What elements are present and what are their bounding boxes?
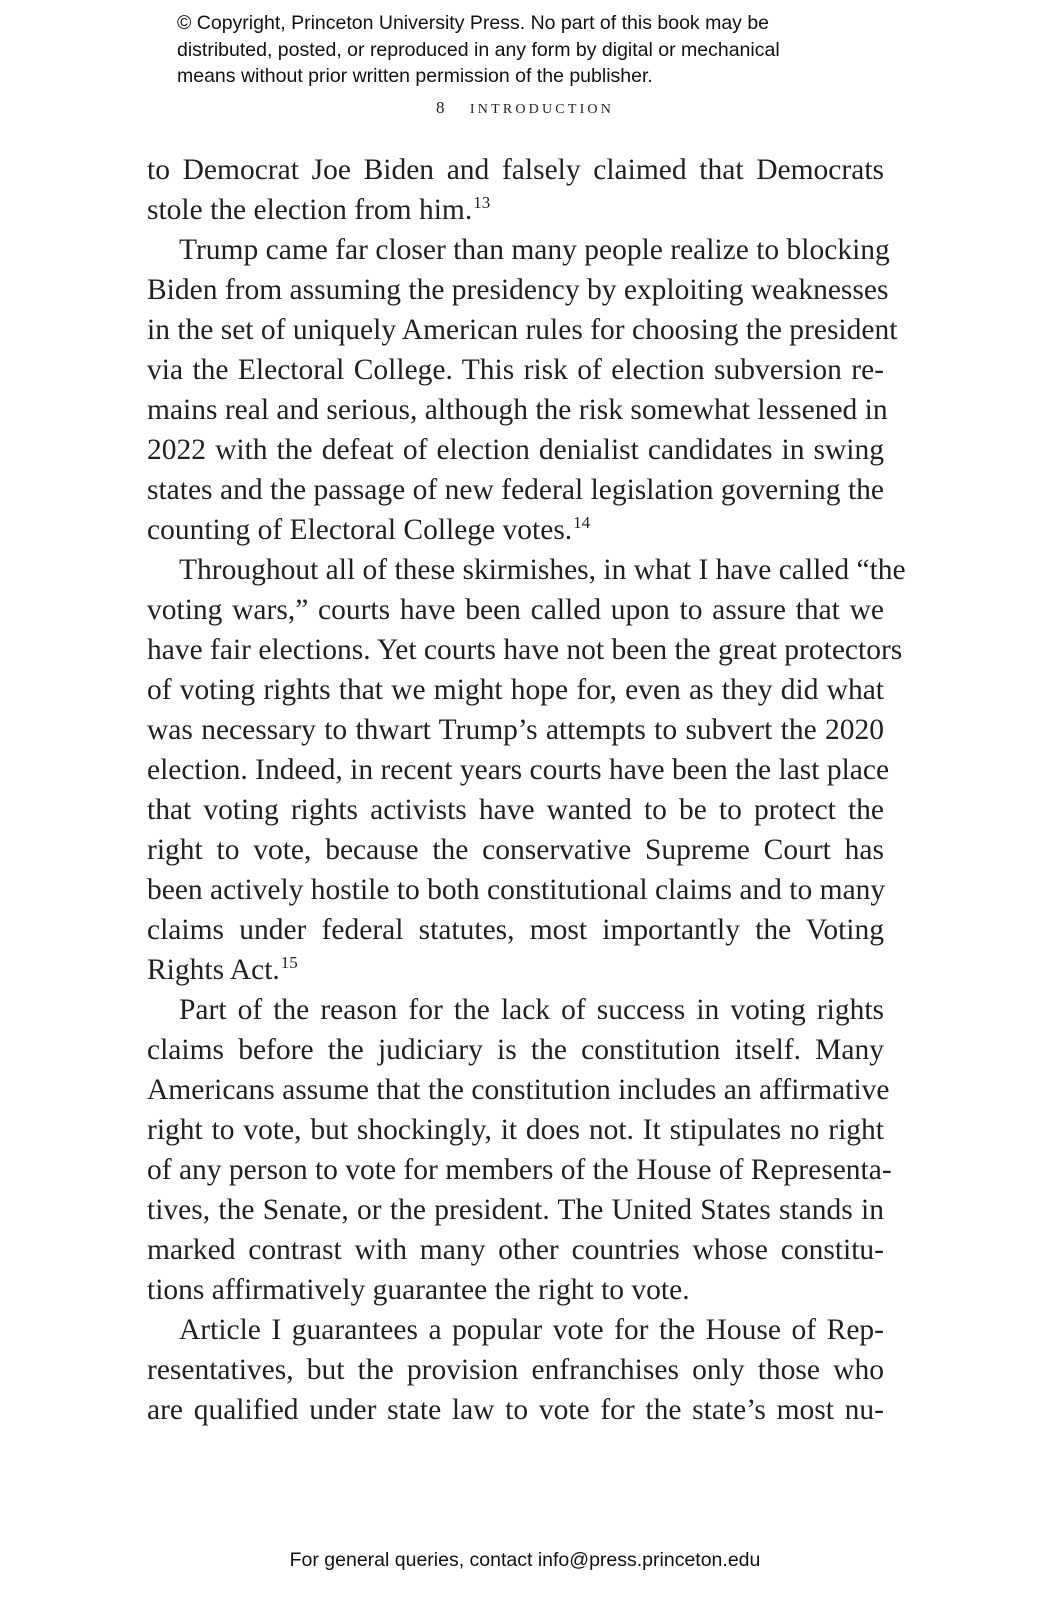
line-text: to Democrat Joe Biden and falsely claimed that Democrats <box>147 154 884 186</box>
text-line <box>147 470 884 510</box>
line-text: of voting rights that we might hope for, even as they did what <box>147 674 884 706</box>
line-text: Americans assume that the constitution includes an affirmative <box>147 1074 890 1106</box>
footnote-marker[interactable]: 13 <box>473 193 491 212</box>
text-line <box>147 750 890 790</box>
copyright-line: means without prior written permission of the publisher. <box>177 65 653 87</box>
text-line <box>147 870 884 910</box>
line-text: tives, the Senate, or the president. The United States stands in <box>147 1194 884 1226</box>
text-line <box>147 510 884 550</box>
line-text: are qualified under state law to vote for the state’s most nu- <box>147 1394 884 1426</box>
text-line <box>147 550 906 590</box>
text-line <box>147 590 884 630</box>
text-line <box>147 1070 890 1110</box>
line-text: via the Electoral College. This risk of election subversion re- <box>147 354 884 386</box>
copyright-line: distributed, posted, or reproduced in any form by digital or mechanical <box>177 38 780 61</box>
text-line <box>147 630 903 670</box>
page-number: 8 <box>435 98 445 117</box>
running-head <box>0 96 1050 119</box>
text-line <box>147 390 888 430</box>
text-line <box>147 1350 884 1390</box>
text-line <box>147 950 884 990</box>
copyright-notice <box>177 10 877 90</box>
line-text: 2022 with the defeat of election denialist candidates in swing <box>147 434 884 466</box>
text-line <box>147 430 884 470</box>
line-text: in the set of uniquely American rules for choosing the president <box>147 314 898 346</box>
text-line <box>147 350 884 390</box>
section-title: introduction <box>469 96 615 118</box>
text-line <box>147 990 884 1030</box>
line-text: marked contrast with many other countries whose constitu- <box>147 1234 884 1266</box>
footer-contact: For general queries, contact info@press.princeton.edu <box>289 1549 761 1571</box>
line-text: mains real and serious, although the risk somewhat lessened in <box>147 394 888 426</box>
line-text: have fair elections. Yet courts have not been the great protectors <box>147 634 903 666</box>
line-text: that voting rights activists have wanted to be to protect the <box>147 794 884 826</box>
text-line <box>147 830 884 870</box>
text-line <box>147 1310 884 1350</box>
footnote-marker[interactable]: 15 <box>280 953 298 972</box>
line-text: of any person to vote for members of the House of Representa- <box>147 1154 892 1186</box>
text-line <box>147 1230 884 1270</box>
text-line <box>147 190 884 230</box>
line-text: tions affirmatively guarantee the right to vote. <box>147 1274 690 1306</box>
line-text: Biden from assuming the presidency by exploiting weaknesses <box>147 274 889 306</box>
line-text: right to vote, because the conservative Supreme Court has <box>147 834 884 866</box>
line-text: been actively hostile to both constitutional claims and to many <box>147 874 886 906</box>
text-line <box>147 670 884 710</box>
text-line <box>147 1030 884 1070</box>
text-line <box>147 1150 892 1190</box>
line-text: Rights Act. <box>147 954 280 986</box>
text-line <box>147 230 890 270</box>
line-text: was necessary to thwart Trump’s attempts to subvert the 2020 <box>147 714 884 746</box>
line-text: states and the passage of new federal legislation governing the <box>147 474 884 506</box>
text-line <box>147 710 884 750</box>
text-line <box>147 310 898 350</box>
line-text: stole the election from him. <box>147 194 473 226</box>
line-text: counting of Electoral College votes. <box>147 514 573 546</box>
footnote-marker[interactable]: 14 <box>573 513 591 532</box>
line-text: resentatives, but the provision enfranchises only those who <box>147 1354 884 1386</box>
copyright-line: © Copyright, Princeton University Press. No part of this book may be <box>177 12 770 34</box>
line-text: election. Indeed, in recent years courts have been the last place <box>147 754 890 786</box>
text-line <box>147 150 884 190</box>
text-line <box>147 790 884 830</box>
text-line <box>147 270 889 310</box>
line-text: Trump came far closer than many people realize to blocking <box>179 234 890 266</box>
text-line <box>147 1270 884 1310</box>
line-text: Article I guarantees a popular vote for the House of Rep- <box>179 1314 884 1346</box>
line-text: voting wars,” courts have been called upon to assure that we <box>147 594 884 626</box>
text-line <box>147 1390 884 1430</box>
text-line <box>147 910 884 950</box>
line-text: Part of the reason for the lack of success in voting rights <box>179 994 884 1026</box>
text-line <box>147 1190 884 1230</box>
line-text: claims under federal statutes, most importantly the Voting <box>147 914 884 946</box>
body-text <box>147 150 906 1430</box>
line-text: claims before the judiciary is the constitution itself. Many <box>147 1034 884 1066</box>
line-text: Throughout all of these skirmishes, in what I have called “the <box>179 554 906 586</box>
text-line <box>147 1110 884 1150</box>
line-text: right to vote, but shockingly, it does not. It stipulates no right <box>147 1114 884 1146</box>
